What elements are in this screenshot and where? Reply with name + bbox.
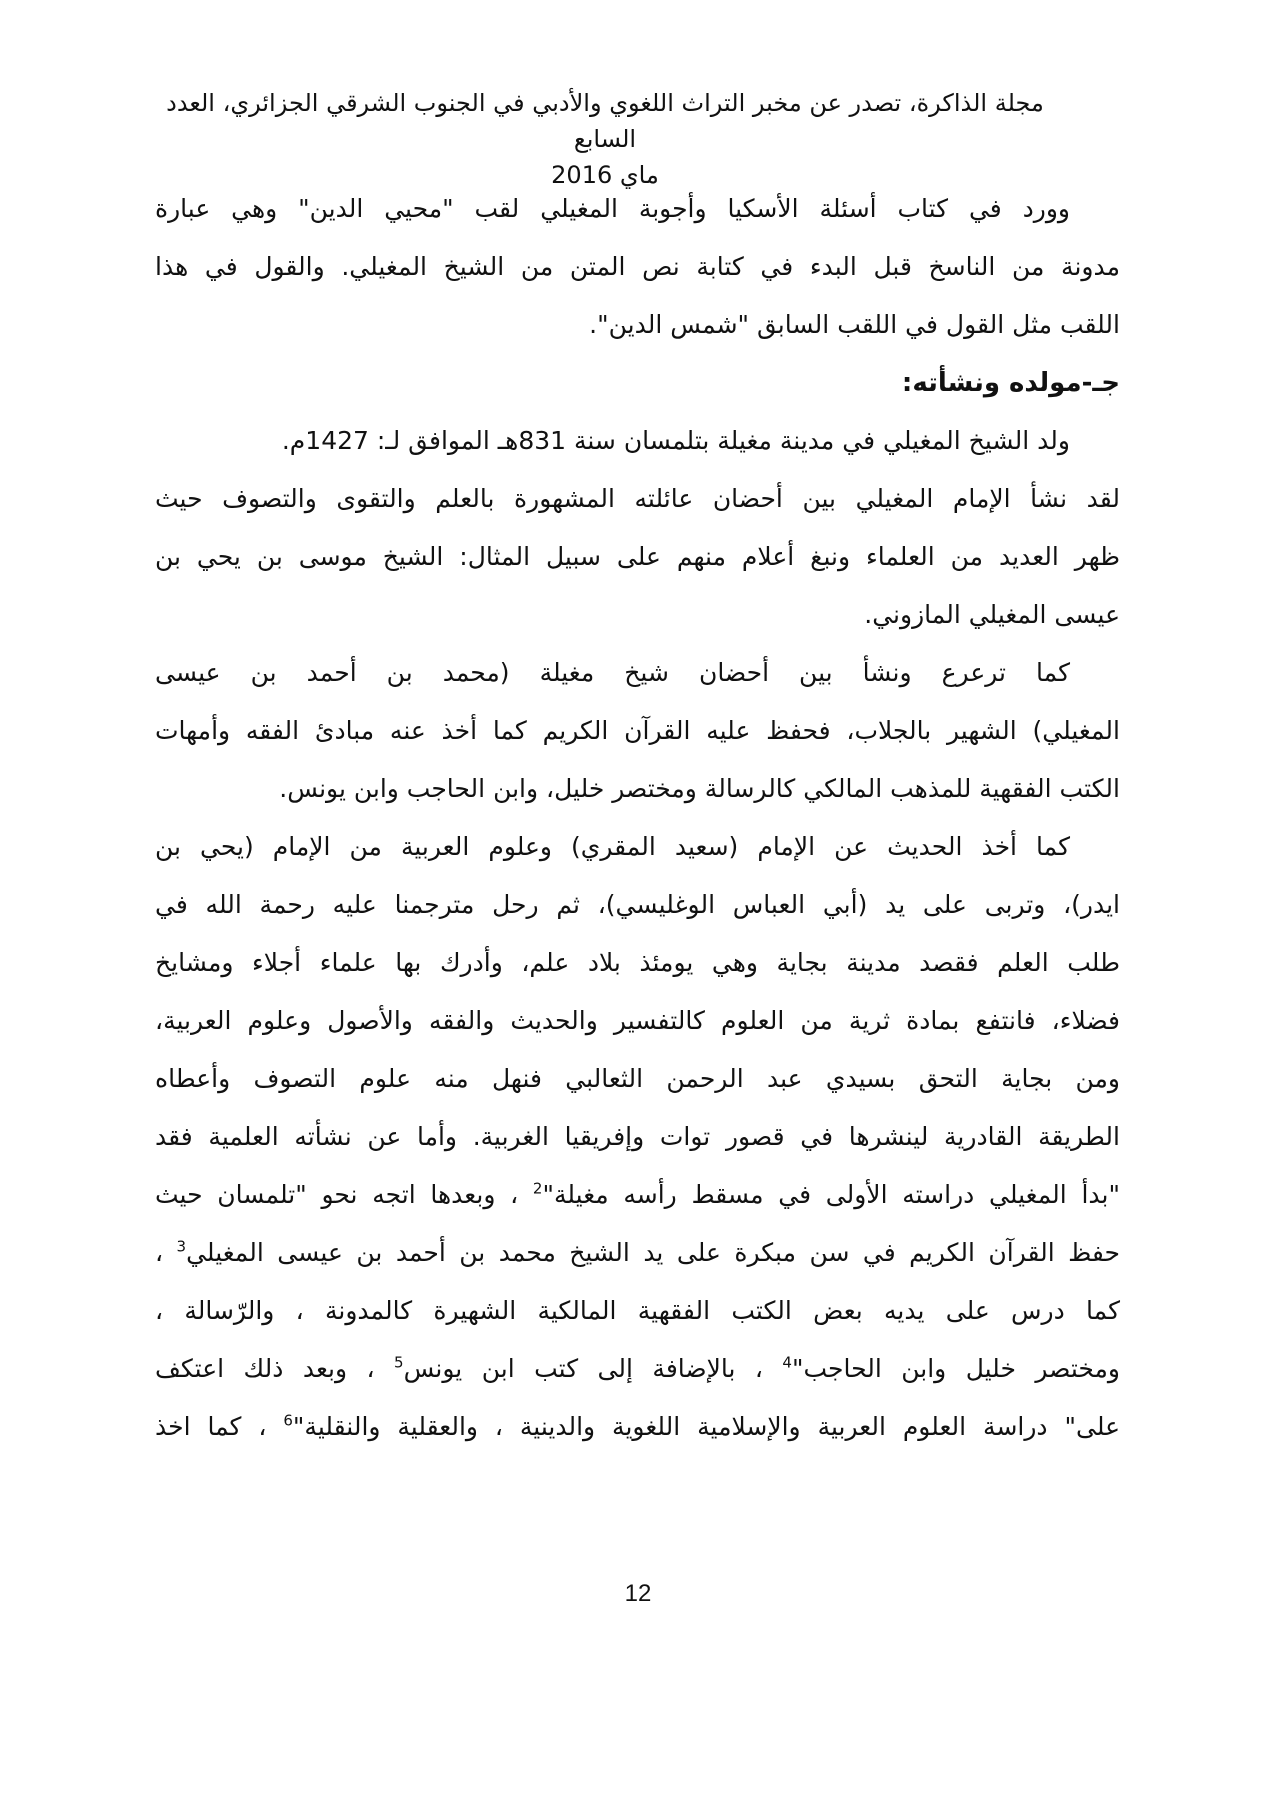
body-line: [155, 1398, 1120, 1456]
header-line-2: ماي 2016: [551, 161, 659, 189]
journal-header: [150, 85, 1060, 193]
footnote-ref-3[interactable]: 3: [176, 1237, 187, 1256]
body-line: اللقب مثل القول في اللقب السابق "شمس الدين".: [589, 310, 1120, 339]
body-text-fragment: ، كما اخذ: [155, 1412, 284, 1441]
body-line: ظهر العديد من العلماء ونبغ أعلام منهم على سبيل المثال: الشيخ موسى بن يحي بن: [155, 542, 1120, 571]
body-line: كما أخذ الحديث عن الإمام (سعيد المقري) وعلوم العربية من الإمام (يحي بن: [155, 832, 1070, 861]
footnote-ref-2[interactable]: 2: [532, 1179, 543, 1198]
body-line: ومن بجاية التحق بسيدي عبد الرحمن الثعالبي فنهل منه علوم التصوف وأعطاه: [155, 1064, 1120, 1093]
page-number: 12: [624, 1580, 652, 1607]
footnote-ref-5[interactable]: 5: [394, 1353, 404, 1372]
body-line: عيسى المغيلي المازوني.: [864, 600, 1120, 629]
body-line: كما ترعرع ونشأ بين أحضان شيخ مغيلة (محمد بن أحمد بن عيسى: [155, 658, 1070, 687]
footnote-ref-4[interactable]: 4: [782, 1353, 792, 1372]
body-line: فضلاء، فانتفع بمادة ثرية من العلوم كالتفسير والحديث والفقه والأصول وعلوم العربية،: [155, 1006, 1120, 1035]
body-line: [155, 1166, 1120, 1224]
footnote-ref-6[interactable]: 6: [283, 1411, 293, 1430]
body-text-fragment: ، وبعد ذلك اعتكف: [155, 1354, 395, 1383]
body-text-fragment: على" دراسة العلوم العربية والإسلامية اللغوية والدينية ، والعقلية والنقلية": [292, 1412, 1121, 1441]
body-text-fragment: ، وبعدها اتجه نحو "تلمسان حيث: [155, 1180, 533, 1209]
body-text-fragment: ، بالإضافة إلى كتب ابن يونس: [403, 1354, 783, 1383]
body-line: مدونة من الناسخ قبل البدء في كتابة نص المتن من الشيخ المغيلي. والقول في هذا: [155, 252, 1120, 281]
body-text-fragment: ،: [155, 1238, 177, 1267]
body-line: الطريقة القادرية لينشرها في قصور توات وإفريقيا الغربية. وأما عن نشأته العلمية فقد: [155, 1122, 1120, 1151]
header-line-1: مجلة الذاكرة، تصدر عن مخبر التراث اللغوي والأدبي في الجنوب الشرقي الجزائري، العدد السابع: [166, 89, 1044, 153]
body-line: [155, 1224, 1120, 1282]
body-line: المغيلي) الشهير بالجلاب، فحفظ عليه القرآن الكريم كما أخذ عنه مبادئ الفقه وأمهات: [155, 716, 1120, 745]
body-line: [155, 1340, 1120, 1398]
body-text-fragment: ومختصر خليل وابن الحاجب": [791, 1354, 1120, 1383]
section-heading: جـ-مولده ونشأته:: [901, 368, 1120, 398]
body-line: وورد في كتاب أسئلة الأسكيا وأجوبة المغيلي لقب "محيي الدين" وهي عبارة: [155, 194, 1070, 223]
body-text-fragment: "بدأ المغيلي دراسته الأولى في مسقط رأسه مغيلة": [542, 1180, 1120, 1209]
body-line: ايدر)، وتربى على يد (أبي العباس الوغليسي)، ثم رحل مترجمنا عليه رحمة الله في: [155, 890, 1120, 919]
body-line: الكتب الفقهية للمذهب المالكي كالرسالة ومختصر خليل، وابن الحاجب وابن يونس.: [279, 774, 1120, 803]
body-text-fragment: حفظ القرآن الكريم في سن مبكرة على يد الشيخ محمد بن أحمد بن عيسى المغيلي: [186, 1238, 1121, 1267]
body-line: ولد الشيخ المغيلي في مدينة مغيلة بتلمسان سنة 831هـ الموافق لـ: 1427م.: [281, 426, 1070, 455]
body-line: كما درس على يديه بعض الكتب الفقهية المالكية الشهيرة كالمدونة ، والرّسالة ،: [155, 1296, 1120, 1325]
article-body: [155, 180, 1120, 1456]
body-line: طلب العلم فقصد مدينة بجاية وهي يومئذ بلاد علم، وأدرك بها علماء أجلاء ومشايخ: [155, 948, 1120, 977]
body-line: لقد نشأ الإمام المغيلي بين أحضان عائلته المشهورة بالعلم والتقوى والتصوف حيث: [155, 484, 1120, 513]
